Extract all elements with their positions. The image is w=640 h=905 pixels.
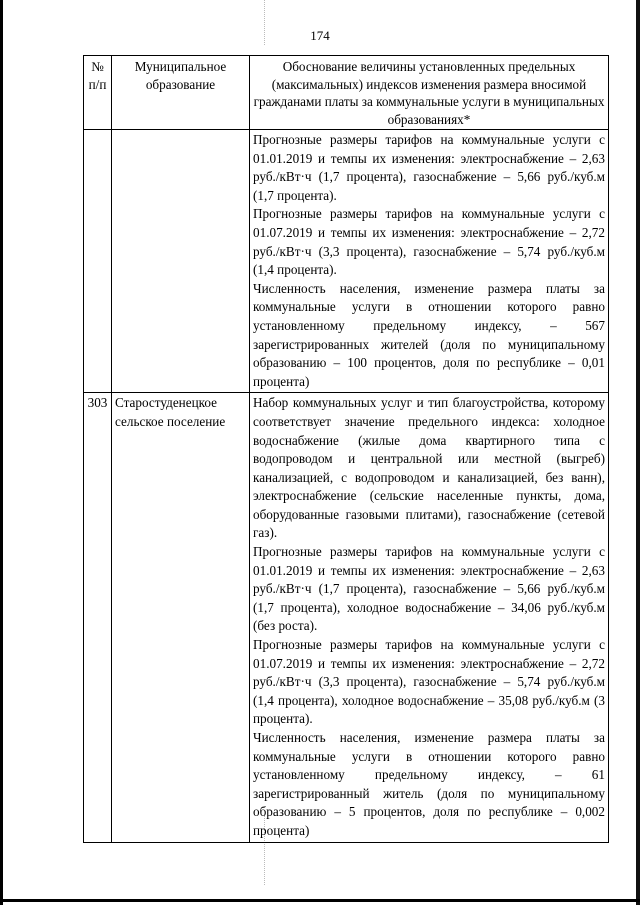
justification-paragraph: Прогнозные размеры тарифов на коммунальные услуги с 01.07.2019 и темпы их изменения: электроснабжение – 2,72 руб./кВт·ч (3,3 процента), газоснабжение – 5,74 руб./куб.м (1,4 процента), холодное водоснабжение – 35,08 руб./куб.м (3 процента).	[253, 637, 605, 727]
header-num: № п/п	[84, 56, 112, 130]
justification-paragraph: Численность населения, изменение размера платы за коммунальные услуги в отношении которого равно установленному предельному индексу, – 567 зарегистрированных жителей (доля по муниципальному образованию – 100 процентов, доля по республике – 0,01 процента)	[253, 280, 605, 389]
row-number: 303	[84, 393, 112, 842]
tariff-table	[83, 55, 609, 843]
justification-paragraph: Численность населения, изменение размера платы за коммунальные услуги в отношении которого равно установленному предельному индексу, – 61 зарегистрированный житель (доля по муниципальному образованию – 5 процентов, доля по республике – 0,002 процента)	[253, 730, 605, 838]
justification-paragraph: Прогнозные размеры тарифов на коммунальные услуги с 01.01.2019 и темпы их изменения: электроснабжение – 2,63 руб./кВт·ч (1,7 процента), газоснабжение – 5,66 руб./куб.м (1,7 процента), холодное водоснабжение – 34,06 руб./куб.м (без роста).	[253, 544, 605, 634]
table-row	[84, 393, 609, 842]
row-number	[84, 130, 112, 393]
justification-paragraph: Прогнозные размеры тарифов на коммунальные услуги с 01.07.2019 и темпы их изменения: электроснабжение – 2,72 руб./кВт·ч (3,3 процента), газоснабжение – 5,74 руб./куб.м (1,4 процента).	[253, 206, 605, 278]
page-number: 174	[310, 28, 330, 43]
justification-paragraph: Прогнозные размеры тарифов на коммунальные услуги с 01.01.2019 и темпы их изменения: электроснабжение – 2,63 руб./кВт·ч (1,7 процента), газоснабжение – 5,66 руб./куб.м (1,7 процента).	[253, 132, 605, 203]
scan-edge-left	[0, 0, 3, 905]
scan-edge-bottom	[0, 899, 640, 902]
header-municipality: Муниципальное образование	[112, 56, 250, 130]
row-municipality	[112, 130, 250, 393]
justification-paragraph: Набор коммунальных услуг и тип благоустройства, которому соответствует значение предельного индекса: холодное водоснабжение (жилые дома квартирного типа с водопроводом и центральной или местной (выгреб) канализацией, с водопроводом и канализацией, без ванн), электроснабжение (сельские населенные пункты, дома, оборудованные газовыми плитами), газоснабжение (сетевой газ).	[253, 395, 605, 541]
table-row	[84, 130, 609, 393]
table-header-row	[84, 56, 609, 130]
row-municipality: Старостуденецкое сельское поселение	[112, 393, 250, 842]
row-justification	[250, 130, 609, 393]
scan-edge-right	[636, 0, 640, 905]
row-justification	[250, 393, 609, 842]
header-justification: Обоснование величины установленных предельных (максимальных) индексов изменения размера вносимой гражданами платы за коммунальные услуги в муниципальных образованиях*	[250, 56, 609, 130]
